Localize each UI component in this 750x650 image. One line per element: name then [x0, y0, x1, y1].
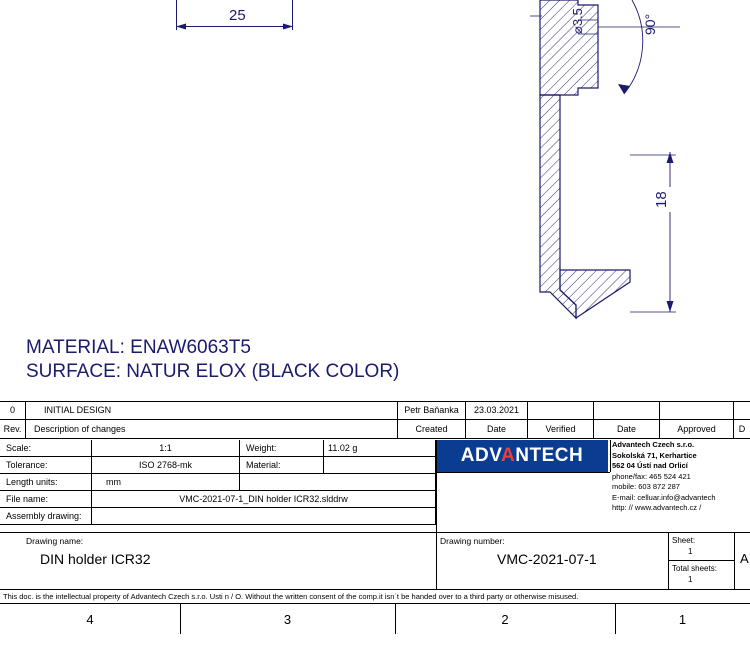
scale-label: Scale:: [0, 440, 92, 457]
material-label: Material:: [240, 457, 324, 474]
zone-marker-row: [0, 604, 750, 634]
dim-diameter-3-5-text: [570, 8, 586, 34]
rev-row-d: [734, 401, 750, 420]
zone-marker-2: 2: [395, 604, 616, 634]
logo-part-2: A: [501, 445, 516, 466]
zone-marker-1: 1: [678, 611, 687, 627]
company-mobile: mobile: 603 872 287: [612, 482, 680, 491]
drawing-number-divider: [436, 532, 437, 589]
company-street: Sokolská 71, Kerhartice: [612, 450, 697, 460]
dim-25-text: 25: [222, 7, 253, 24]
rev-header-rev: Rev.: [0, 420, 26, 439]
legal-footer: This doc. is the intellectual property of Advantech Czech s.r.o. Usti n / O. Without the written consent of the comp.it isn´t be handed over to a third party or otherwise misused.: [0, 589, 750, 604]
material-notes: [26, 336, 399, 384]
weight-value: 11.02 g: [324, 440, 436, 457]
brand-divider-right: [610, 440, 611, 472]
format-value: A: [740, 550, 749, 566]
rev-header-d: D: [734, 420, 750, 439]
assembly-drawing-label: Assembly drawing:: [0, 508, 92, 525]
file-name-value: VMC-2021-07-1_DIN holder ICR32.slddrw: [92, 491, 436, 508]
brand-divider-left: [436, 440, 437, 532]
tolerance-blank-cell: [240, 474, 436, 491]
rev-header-created: Created: [398, 420, 466, 439]
assembly-drawing-value: [92, 508, 436, 525]
zone-marker-4: 4: [0, 604, 181, 634]
diameter-symbol: ⌀: [570, 26, 585, 34]
rev-header-date: Date: [466, 420, 528, 439]
rev-header-date2: Date: [594, 420, 660, 439]
brand-bottom-line: [436, 472, 610, 473]
weight-label: Weight:: [240, 440, 324, 457]
length-units-value: mm: [92, 474, 240, 491]
sheet-label: Sheet:: [672, 535, 696, 545]
company-email: E-mail: celluar.info@advantech: [612, 492, 716, 502]
company-logo-text: [461, 445, 583, 467]
dim-25-arrows: [176, 21, 296, 33]
company-logo: [436, 440, 608, 472]
rev-row-approved: [660, 401, 734, 420]
sheet-mid-line: [668, 560, 734, 561]
company-web: http: // www.advantech.cz /: [612, 503, 702, 512]
drawing-number-value: VMC-2021-07-1: [497, 551, 597, 567]
zone-marker-3: 3: [180, 604, 396, 634]
length-units-label: Length units:: [0, 474, 92, 491]
sheet-value: 1: [688, 546, 693, 556]
logo-part-1: ADV: [460, 445, 502, 466]
tolerance-label: Tolerance:: [0, 457, 92, 474]
rev-header-approved: Approved: [660, 420, 734, 439]
total-sheets-label: Total sheets:: [672, 563, 717, 573]
properties-bottom-line: [0, 532, 750, 533]
rev-row-date: 23.03.2021: [466, 401, 528, 420]
logo-part-3: NTECH: [515, 445, 584, 466]
company-city: 562 04 Ústí nad Orlicí: [612, 461, 688, 470]
note-material: MATERIAL: ENAW6063T5: [26, 337, 251, 358]
drawing-name-label: Drawing name:: [26, 536, 84, 546]
section-view: [520, 0, 750, 340]
format-divider: [734, 532, 735, 589]
material-value: [324, 457, 436, 474]
tolerance-value: ISO 2768-mk: [92, 457, 240, 474]
company-name: Advantech Czech s.r.o.: [612, 440, 695, 449]
dim-90deg-text: 90°: [642, 13, 658, 35]
rev-row-date2: [594, 401, 660, 420]
rev-row-created: Petr Baňanka: [398, 401, 466, 420]
rev-header-description: Description of changes: [26, 420, 398, 439]
rev-row-verified: [528, 401, 594, 420]
rev-header-verified: Verified: [528, 420, 594, 439]
note-surface: SURFACE: NATUR ELOX (BLACK COLOR): [26, 361, 400, 382]
rev-row-number: 0: [0, 401, 26, 420]
drawing-number-label: Drawing number:: [440, 536, 505, 546]
rev-row-description: INITIAL DESIGN: [26, 401, 398, 420]
drawing-name-value: DIN holder ICR32: [40, 551, 151, 567]
company-address: [612, 440, 750, 514]
file-name-label: File name:: [0, 491, 92, 508]
dim-18-text: 18: [652, 187, 671, 212]
company-phone: phone/fax: 465 524 421: [612, 471, 691, 481]
diameter-value: 3.5: [570, 8, 585, 27]
scale-value: 1:1: [92, 440, 240, 457]
total-sheets-value: 1: [688, 574, 693, 584]
